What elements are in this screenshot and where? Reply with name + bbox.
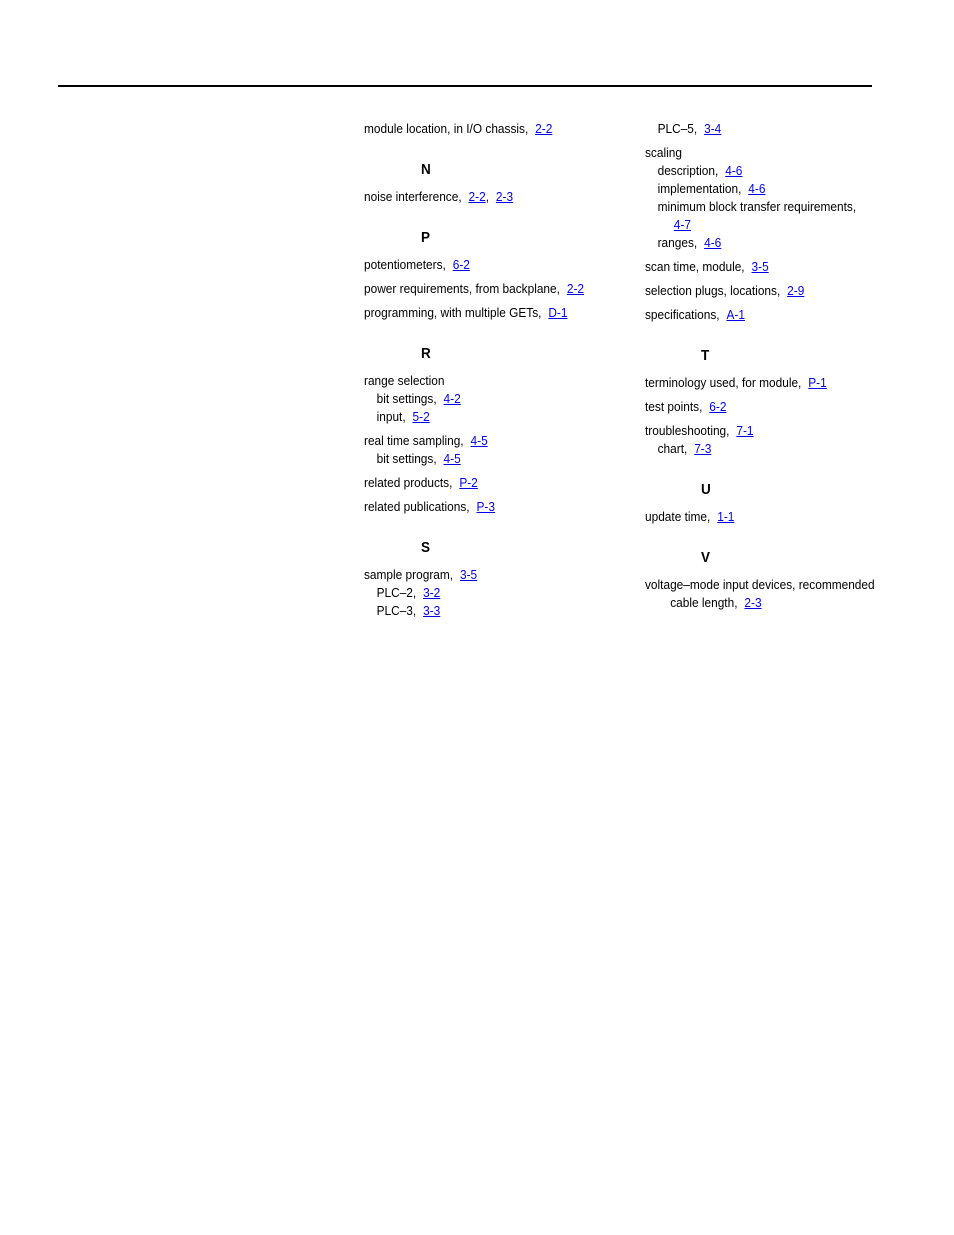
section-letter-v: V [701,549,711,566]
page-ref-link[interactable]: 4-6 [725,163,743,178]
index-subentry-continuation [645,216,915,234]
page-ref-link[interactable]: 4-6 [704,235,722,250]
index-entry-terminology: terminology used, for module, P-1 [645,375,827,390]
header-rule [58,85,872,87]
index-entry-voltage-mode: voltage–mode input devices, recommended [645,577,875,592]
page-ref-link[interactable]: 5-2 [412,409,430,424]
index-entry-troubleshooting: troubleshooting, 7-1 [645,423,754,438]
section-letter-t: T [701,347,710,364]
page-ref-link[interactable]: 4-5 [470,433,488,448]
index-subentry-ranges: ranges, 4-6 [657,235,722,250]
page-ref-link[interactable]: 4-7 [673,217,691,232]
index-subentry-cable-length: cable length, 2-3 [670,595,762,610]
page-ref-link[interactable]: 3-3 [423,603,441,618]
index-subentry-bit-settings: bit settings, 4-2 [376,391,461,406]
index-entry-test-points: test points, 6-2 [645,399,727,414]
page-ref-link[interactable]: 1-1 [717,509,735,524]
page-ref-link[interactable]: 2-2 [468,189,486,204]
index-subentry-bit-settings: bit settings, 4-5 [376,451,461,466]
index-subentry-description: description, 4-6 [657,163,743,178]
index-subentry-plc5: PLC–5, 3-4 [657,121,722,136]
index-subentry-implementation: implementation, 4-6 [657,181,766,196]
index-column-right [645,116,945,612]
section-letter-u: U [701,481,711,498]
index-entry-power-requirements: power requirements, from backplane, 2-2 [364,281,584,296]
page-ref-link[interactable]: 2-3 [495,189,514,204]
page-ref-link[interactable]: 3-2 [423,585,441,600]
index-entry-specifications: specifications, A-1 [645,307,745,322]
index-entry-potentiometers: potentiometers, 6-2 [364,257,470,272]
section-letter-n: N [421,161,431,178]
page-ref-link[interactable]: 3-5 [751,259,769,274]
page-ref-link[interactable]: 4-5 [443,451,461,466]
index-entry-real-time-sampling: real time sampling, 4-5 [364,433,488,448]
index-subentry-chart: chart, 7-3 [657,441,712,456]
page-ref-link[interactable]: P-1 [808,375,827,390]
page-ref-link[interactable]: 2-3 [744,595,762,610]
page-ref-link[interactable]: 7-3 [694,441,712,456]
page-ref-link[interactable]: 4-2 [443,391,461,406]
page-ref-link[interactable]: A-1 [726,307,745,322]
index-entry-sample-program: sample program, 3-5 [364,567,478,582]
index-entry-programming: programming, with multiple GETs, D-1 [364,305,568,320]
index-entry-related-products: related products, P-2 [364,475,478,490]
index-subentry-plc2: PLC–2, 3-2 [376,585,441,600]
section-letter-r: R [421,345,431,362]
index-entry-module-location: module location, in I/O chassis, 2-2 [364,121,553,136]
page-ref-link[interactable]: 2-9 [787,283,805,298]
page-ref-link[interactable]: 3-5 [459,567,478,582]
index-entry-related-publications: related publications, P-3 [364,499,495,514]
page-ref-link[interactable]: 7-1 [736,423,754,438]
index-subentry-input: input, 5-2 [376,409,430,424]
index-entry-noise-interference: noise interference, 2-2, 2-3 [364,189,514,204]
page-ref-link[interactable]: P-3 [476,499,495,514]
page-ref-link[interactable]: D-1 [548,305,568,320]
index-subentry-plc3: PLC–3, 3-3 [376,603,441,618]
index-subentry-minimum-block-transfer: minimum block transfer requirements, [657,199,857,214]
section-letter-s: S [421,539,431,556]
index-entry-range-selection: range selection [364,373,445,388]
page-ref-link[interactable]: 2-2 [535,121,553,136]
index-entry-scaling: scaling [645,145,682,160]
page-ref-link[interactable]: 2-2 [566,281,584,296]
page-ref-link[interactable]: 6-2 [709,399,727,414]
index-column-left [364,116,634,620]
index-entry-selection-plugs: selection plugs, locations, 2-9 [645,283,805,298]
page-ref-link[interactable]: 4-6 [748,181,766,196]
page-ref-link[interactable]: 6-2 [452,257,470,272]
page-ref-link[interactable]: 3-4 [704,121,722,136]
section-letter-p: P [421,229,431,246]
page-ref-link[interactable]: P-2 [459,475,478,490]
index-entry-scan-time: scan time, module, 3-5 [645,259,769,274]
index-entry-update-time: update time, 1-1 [645,509,735,524]
